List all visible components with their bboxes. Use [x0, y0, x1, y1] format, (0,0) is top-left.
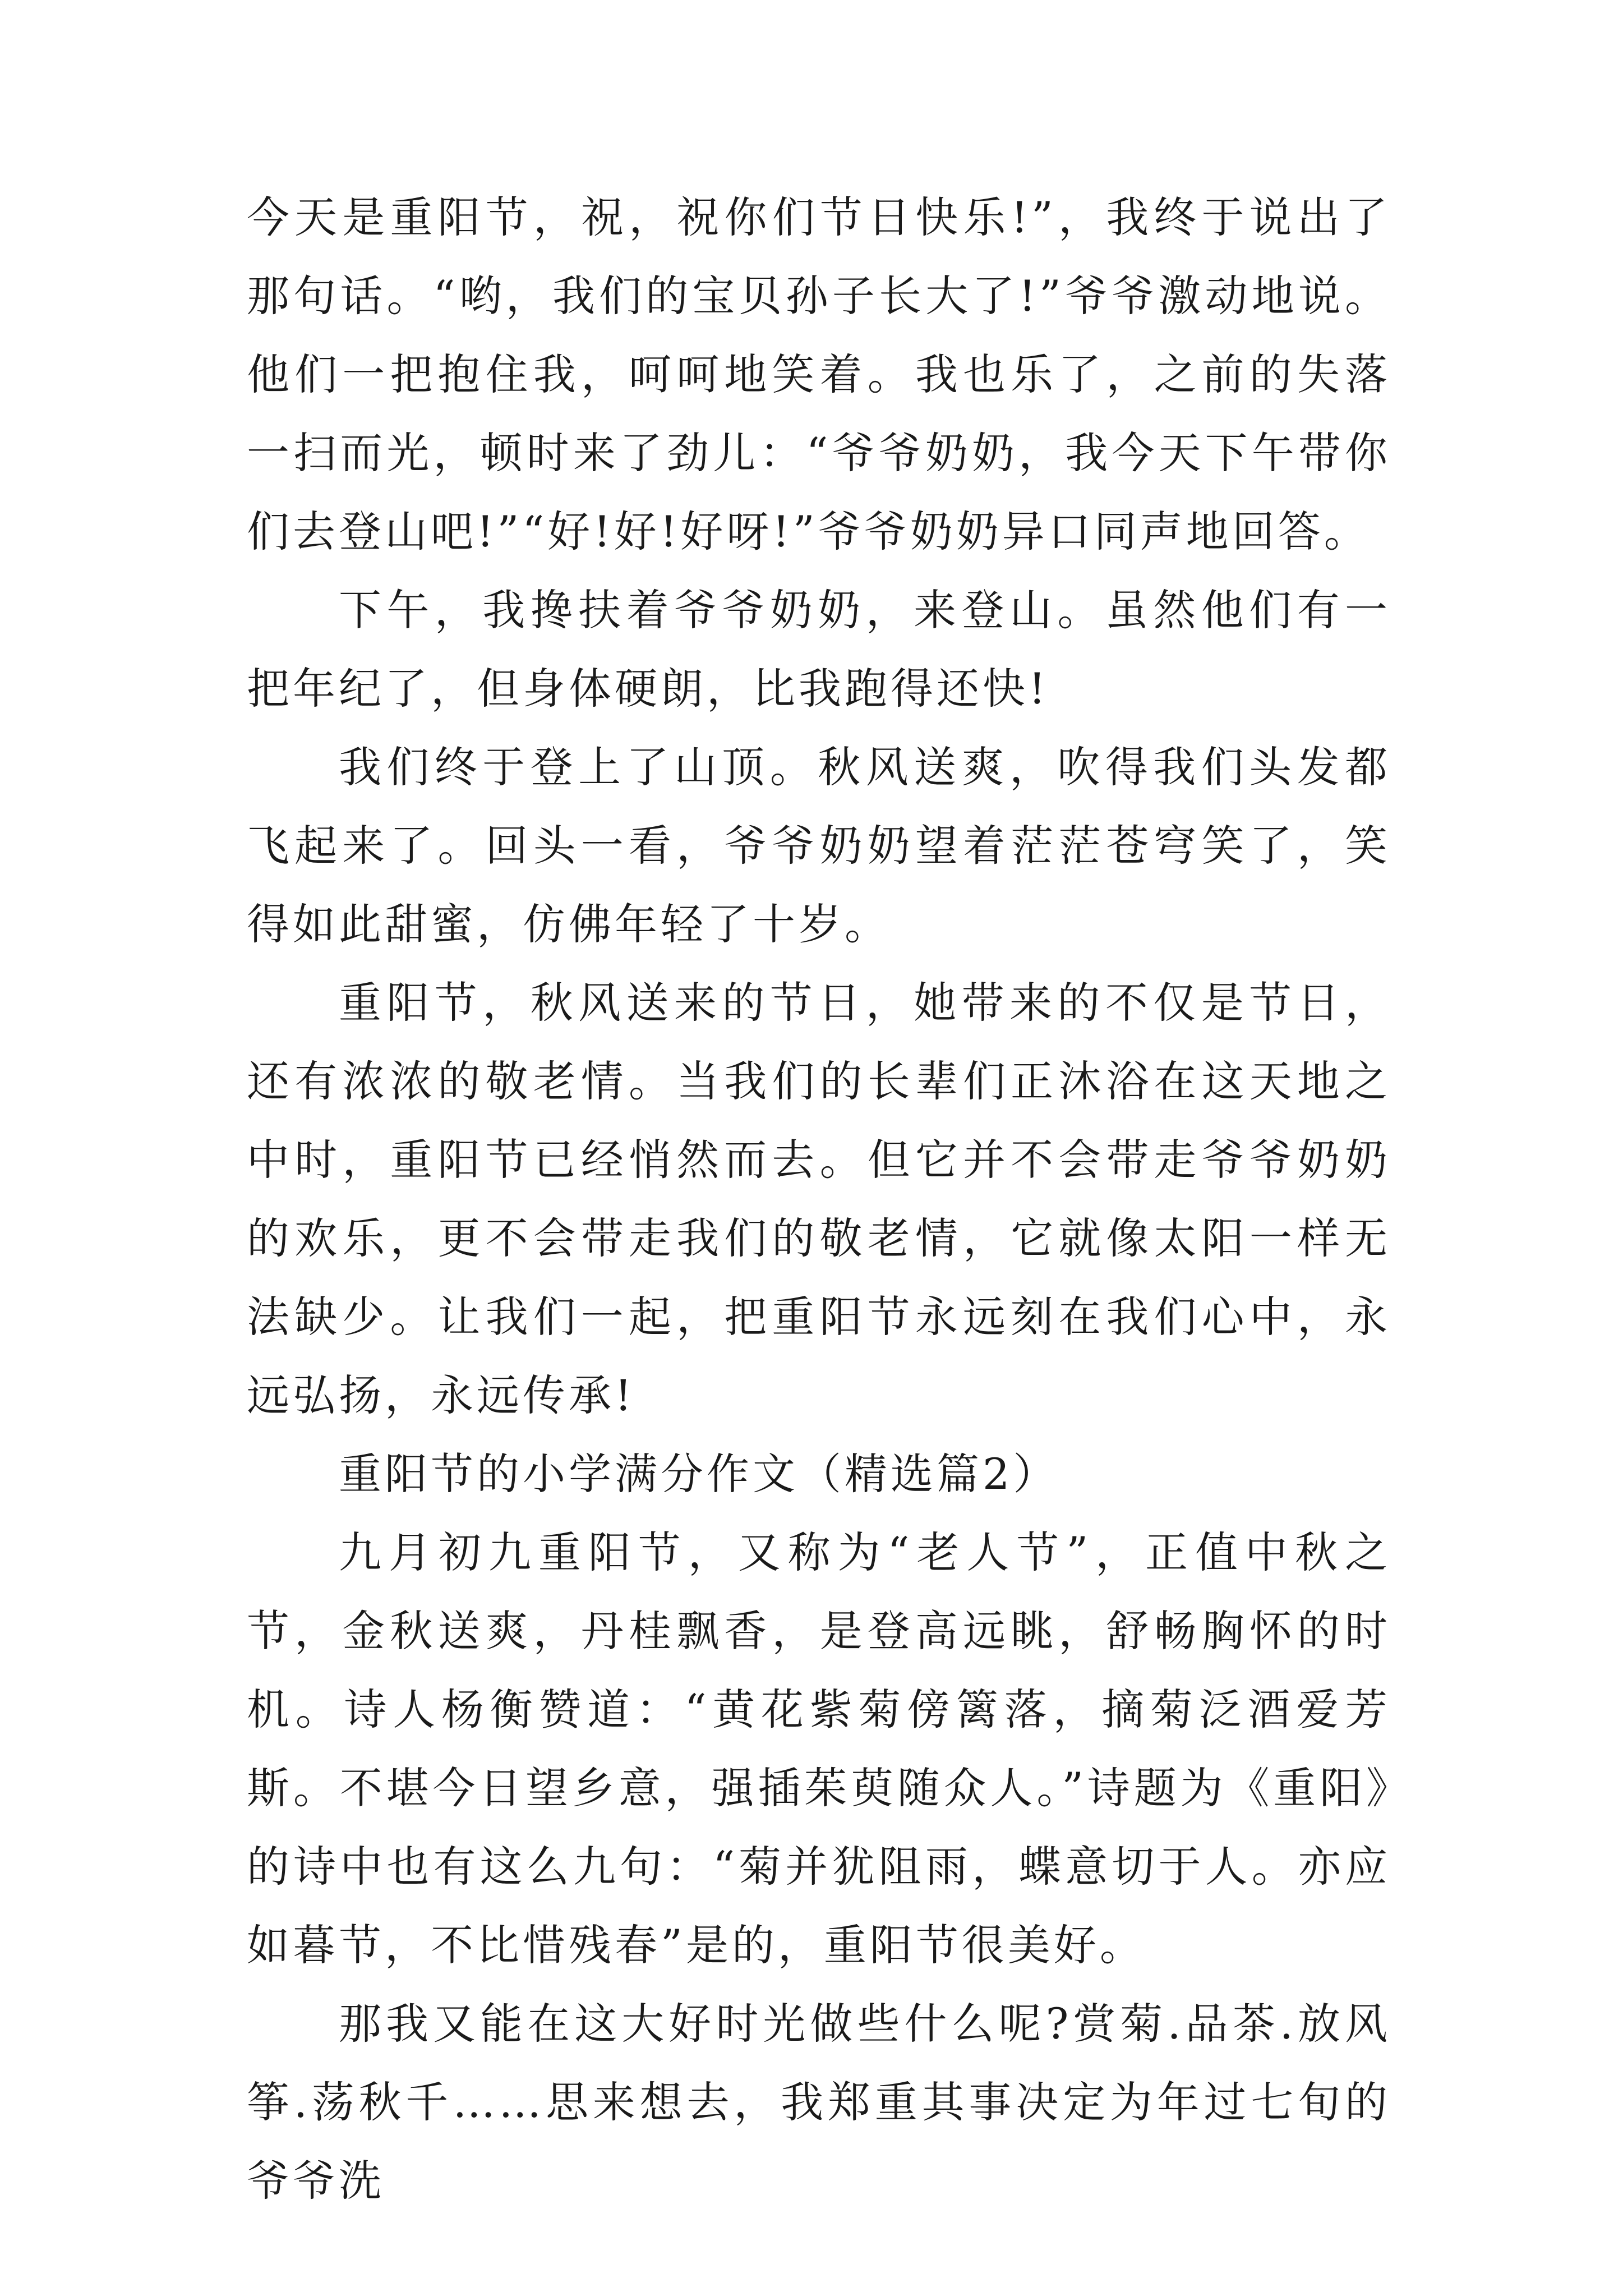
document-body	[247, 178, 1391, 2220]
paragraph-4: 重阳节，秋风送来的节日，她带来的不仅是节日，还有浓浓的敬老情。当我们的长辈们正沐浴在这天地之中时，重阳节已经悄然而去。但它并不会带走爷爷奶奶的欢乐，更不会带走我们的敬老情，它就像太阳一样无法缺少。让我们一起，把重阳节永远刻在我们心中，永远弘扬，永远传承!	[247, 978, 1391, 1420]
paragraph-5: 九月初九重阳节，又称为“老人节”，正值中秋之节，金秋送爽，丹桂飘香，是登高远眺，舒畅胸怀的时机。诗人杨衡赞道：“黄花紫菊傍篱落，摘菊泛酒爱芳斯。不堪今日望乡意，强插茱萸随众人。”诗题为《重阳》的诗中也有这么九句：“菊并犹阻雨，蝶意切于人。亦应如暮节，不比惜残春”是的，重阳节很美好。	[247, 1527, 1391, 1970]
paragraph-2: 下午，我搀扶着爷爷奶奶，来登山。虽然他们有一把年纪了，但身体硬朗，比我跑得还快!	[247, 585, 1391, 714]
paragraph-1: 今天是重阳节，祝，祝你们节日快乐!”，我终于说出了那句话。“哟，我们的宝贝孙子长大了!”爷爷激动地说。他们一把抱住我，呵呵地笑着。我也乐了，之前的失落一扫而光，顿时来了劲儿：“爷爷奶奶，我今天下午带你们去登山吧!”“好!好!好呀!”爷爷奶奶异口同声地回答。	[247, 192, 1391, 556]
paragraph-3: 我们终于登上了山顶。秋风送爽，吹得我们头发都飞起来了。回头一看，爷爷奶奶望着茫茫苍穹笑了，笑得如此甜蜜，仿佛年轻了十岁。	[247, 742, 1391, 949]
section-heading: 重阳节的小学满分作文（精选篇2）	[339, 1449, 1059, 1499]
paragraph-6: 那我又能在这大好时光做些什么呢?赏菊.品茶.放风筝.荡秋千……思来想去，我郑重其事决定为年过七旬的爷爷洗	[247, 1999, 1391, 2206]
